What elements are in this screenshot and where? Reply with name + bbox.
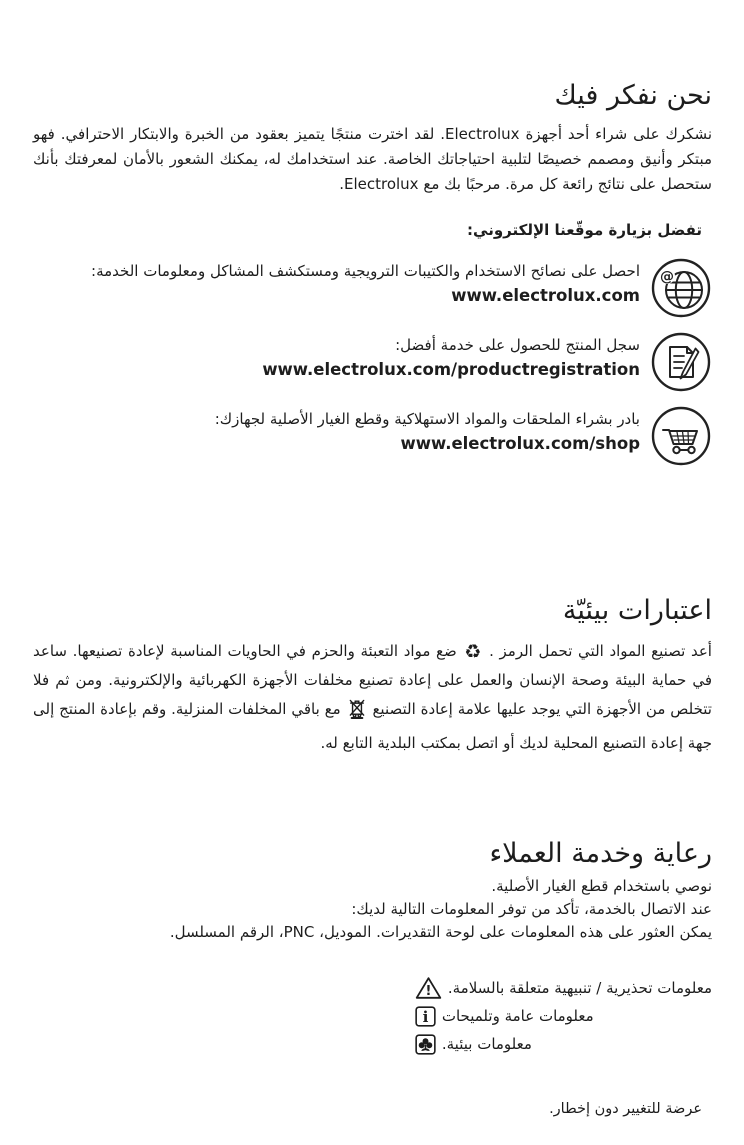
care-line: عند الاتصال بالخدمة، تأكد من توفر المعلومات التالية لديك: [351, 900, 712, 918]
recycle-icon: ♻ [464, 641, 482, 663]
care-line: يمكن العثور على هذه المعلومات على لوحة التقديرات. الموديل، PNC، الرقم المسلسل. [169, 923, 712, 941]
care-line: نوصي باستخدام قطع الغيار الأصلية. [491, 877, 712, 895]
svg-text:!: ! [425, 984, 432, 999]
link-text: بادر بشراء الملحقات والمواد الاستهلاكية وقطع الغيار الأصلية لجهازك: [214, 410, 640, 428]
note-row-info: معلومات عامة وتلميحات i [415, 1005, 594, 1028]
website-links-list [33, 257, 712, 467]
cart-icon [650, 405, 712, 467]
link-item-registration [33, 331, 712, 393]
link-text: سجل المنتج للحصول على خدمة أفضل: [395, 336, 640, 354]
env-text-part3: مع باقي المخلفات المنزلية. وقم بإعادة المنتج إلى جهة إعادة التصنيع المحلية لديك أو اتصل بمكتب البلدية التابع له. [33, 700, 712, 752]
customer-care-lines [33, 875, 712, 944]
section-title-customer-care: رعاية وخدمة العملاء [489, 838, 712, 870]
note-row-environment: معلومات بيئية. [415, 1033, 532, 1056]
visit-website-heading: تفضل بزيارة موقّعنا الإلكتروني: [467, 221, 702, 239]
link-text: احصل على نصائح الاستخدام والكتيبات الترويجية ومستكشف المشاكل ومعلومات الخدمة: [91, 262, 640, 280]
register-icon [650, 331, 712, 393]
svg-text:i: i [422, 1008, 429, 1027]
link-url: www.electrolux.com [451, 286, 640, 305]
svg-text:@: @ [660, 269, 674, 285]
globe-at-icon [650, 257, 712, 319]
env-text-part1: أعد تصنيع المواد التي تحمل الرمز . [489, 642, 712, 660]
environment-icon [415, 1034, 436, 1055]
warning-triangle-icon [415, 976, 442, 1000]
env-text-part2: ضع مواد التعبئة والحزم في الحاويات المناسبة لإعادة تصنيعها. ساعد في حماية البيئة وصحة الإنسان والعمل على إعادة تصنيع مخلفات الأجهزة الكهربائية والإلكترونية. ومن ثم فلا تتخلص من الأجهزة التي يوجد عليها علامة إعادة التصنيع [33, 642, 712, 718]
link-url: www.electrolux.com/shop [400, 434, 640, 453]
note-row-warning: معلومات تحذيرية / تنبيهية متعلقة بالسلامة. ! [415, 976, 712, 1000]
intro-paragraph: نشكرك على شراء أحد أجهزة Electrolux. لقد اخترت منتجًا يتميز بعقود من الخبرة والابتكار الاحترافي. فهو مبتكر وأنيق ومصمم خصيصًا لتلبية احتياجاتك الخاصة. عند استخدامك له، يمكنك الشعور بالأمان لمعرفتك بأنك ستحصل على نتائج رائعة كل مرة. مرحبًا بك مع Electrolux. [33, 125, 712, 193]
info-icon [415, 1006, 436, 1027]
link-url: www.electrolux.com/productregistration [262, 360, 640, 379]
footer-note: عرضة للتغيير دون إخطار. [549, 1101, 702, 1117]
section-title-we-think-of-you: نحن نفكر فيك [554, 80, 712, 112]
link-item-shop [33, 405, 712, 467]
weee-crossed-bin-icon [349, 697, 365, 729]
legend-notes [415, 976, 712, 1056]
environmental-paragraph [33, 637, 712, 758]
section-title-environmental: اعتبارات بيئيّة [562, 595, 712, 627]
link-item-support [33, 257, 712, 319]
